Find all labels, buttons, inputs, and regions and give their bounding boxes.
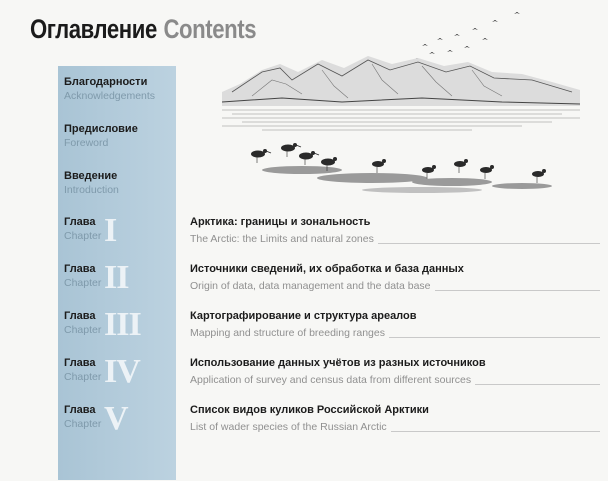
page-title-en: Contents bbox=[163, 14, 257, 44]
chapter-label-en: Chapter bbox=[64, 371, 102, 383]
toc-entry-chapter-4[interactable] bbox=[190, 357, 600, 388]
mountains-icon bbox=[222, 56, 580, 106]
arctic-landscape-with-waders-illustration bbox=[222, 10, 580, 200]
chapter-label-5 bbox=[64, 400, 174, 438]
flock-of-birds-icon bbox=[414, 12, 520, 60]
entry-title-en: Mapping and structure of breeding ranges bbox=[190, 326, 389, 340]
toc-item-label-en: Introduction bbox=[64, 184, 119, 196]
entry-title-en: Origin of data, data management and the data base bbox=[190, 279, 435, 293]
toc-item-label-ru: Введение bbox=[64, 170, 118, 182]
toc-item-acknowledgements[interactable] bbox=[64, 76, 155, 103]
chapter-numeral: IV bbox=[104, 353, 140, 390]
entry-title-ru: Список видов куликов Российской Арктики bbox=[190, 404, 429, 416]
chapter-label-ru: Глава bbox=[64, 216, 96, 228]
shore-icon bbox=[262, 166, 552, 193]
toc-entry-chapter-1[interactable] bbox=[190, 216, 600, 247]
chapter-label-en: Chapter bbox=[64, 418, 102, 430]
entry-title-ru: Арктика: границы и зональность bbox=[190, 216, 371, 228]
chapter-label-en: Chapter bbox=[64, 230, 102, 242]
toc-item-label-ru: Благодарности bbox=[64, 76, 148, 88]
chapter-numeral: III bbox=[104, 306, 141, 343]
entry-title-en: The Arctic: the Limits and natural zones bbox=[190, 232, 378, 246]
chapter-label-ru: Глава bbox=[64, 357, 96, 369]
toc-item-introduction[interactable] bbox=[64, 170, 119, 197]
chapter-numeral: II bbox=[104, 259, 129, 296]
toc-entry-chapter-3[interactable] bbox=[190, 310, 600, 341]
chapter-label-ru: Глава bbox=[64, 404, 96, 416]
toc-entry-chapter-2[interactable] bbox=[190, 263, 600, 294]
toc-item-label-en: Foreword bbox=[64, 137, 109, 149]
chapter-numeral: V bbox=[104, 400, 128, 437]
chapter-label-en: Chapter bbox=[64, 277, 102, 289]
toc-entry-chapter-5[interactable] bbox=[190, 404, 600, 435]
chapter-label-ru: Глава bbox=[64, 263, 96, 275]
entry-title-en: Application of survey and census data from different sources bbox=[190, 373, 475, 387]
chapter-label-3 bbox=[64, 306, 174, 344]
entry-title-ru: Источники сведений, их обработка и база данных bbox=[190, 263, 464, 275]
chapter-label-en: Chapter bbox=[64, 324, 102, 336]
toc-item-label-ru: Предисловие bbox=[64, 123, 138, 135]
water-icon bbox=[222, 110, 580, 130]
chapter-label-ru: Глава bbox=[64, 310, 96, 322]
toc-item-foreword[interactable] bbox=[64, 123, 138, 150]
entry-title-ru: Использование данных учётов из разных источников bbox=[190, 357, 486, 369]
chapter-numeral: I bbox=[104, 212, 117, 249]
chapter-label-1 bbox=[64, 212, 174, 250]
toc-item-label-en: Acknowledgements bbox=[64, 90, 156, 102]
entry-title-ru: Картографирование и структура ареалов bbox=[190, 310, 417, 322]
chapter-label-4 bbox=[64, 353, 174, 391]
chapter-label-2 bbox=[64, 259, 174, 297]
entry-title-en: List of wader species of the Russian Arctic bbox=[190, 420, 391, 434]
page-title-ru: Оглавление bbox=[30, 14, 157, 44]
